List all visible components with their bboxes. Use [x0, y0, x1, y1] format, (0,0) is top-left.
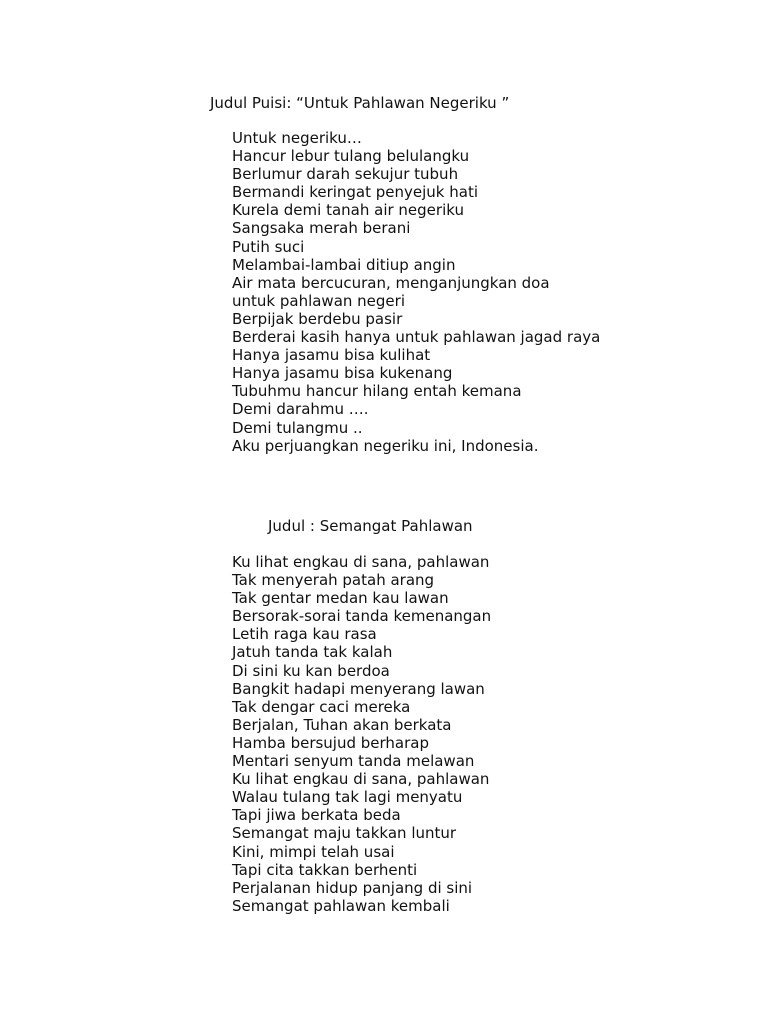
poem-title: Judul : Semangat Pahlawan — [268, 517, 473, 535]
poem-line: Tak gentar medan kau lawan — [232, 589, 449, 608]
poem-line: Tak dengar caci mereka — [232, 697, 411, 716]
poem-line: Untuk negeriku… — [232, 129, 362, 147]
poem-line: Tapi cita takkan berhenti — [232, 860, 418, 879]
poem-line: Perjalanan hidup panjang di sini — [232, 878, 473, 897]
poem-line: Hanya jasamu bisa kukenang — [232, 364, 453, 383]
poem-line: Hanya jasamu bisa kulihat — [232, 346, 431, 365]
poem-line: untuk pahlawan negeri — [232, 291, 405, 310]
poem-title: Judul Puisi: “Untuk Pahlawan Negeriku ” — [210, 94, 510, 112]
poem-line: Letih raga kau rasa — [232, 625, 377, 644]
poem-line: Semangat pahlawan kembali — [232, 896, 450, 915]
poem-line: Sangsaka merah berani — [232, 219, 411, 238]
poem-line: Melambai-lambai ditiup angin — [232, 255, 456, 274]
poem-line: Hamba bersujud berharap — [232, 733, 429, 752]
poem-line: Air mata bercucuran, menganjungkan doa — [232, 273, 550, 292]
poem-line: Jatuh tanda tak kalah — [232, 643, 393, 662]
poem-line: Walau tulang tak lagi menyatu — [232, 788, 463, 807]
poem-line: Kini, mimpi telah usai — [232, 842, 395, 861]
poem-line: Bermandi keringat penyejuk hati — [232, 183, 479, 202]
poem-line: Tak menyerah patah arang — [232, 571, 435, 590]
poem-line: Aku perjuangkan negeriku ini, Indonesia. — [232, 436, 539, 455]
poem-line: Mentari senyum tanda melawan — [232, 752, 475, 771]
poem-body — [232, 553, 491, 915]
poem-line: Berderai kasih hanya untuk pahlawan jagad raya — [232, 328, 601, 347]
poem-line: Semangat maju takkan luntur — [232, 824, 457, 843]
poem-line: Bersorak-sorai tanda kemenangan — [232, 607, 492, 626]
poem-line: Kurela demi tanah air negeriku — [232, 201, 464, 220]
poem-line: Demi darahmu …. — [232, 400, 369, 419]
poem-line: Ku lihat engkau di sana, pahlawan — [232, 770, 490, 789]
poem-line: Tapi jiwa berkata beda — [232, 806, 401, 825]
poem-line: Ku lihat engkau di sana, pahlawan — [232, 553, 490, 571]
poem-line: Berjalan, Tuhan akan berkata — [232, 715, 452, 734]
poem-line: Putih suci — [232, 237, 305, 256]
poem-line: Tubuhmu hancur hilang entah kemana — [232, 382, 522, 401]
poem-line: Bangkit hadapi menyerang lawan — [232, 679, 485, 698]
poem-line: Hancur lebur tulang belulangku — [232, 147, 470, 166]
poem-line: Demi tulangmu .. — [232, 418, 363, 437]
poem-line: Berpijak berdebu pasir — [232, 309, 403, 328]
poem-line: Di sini ku kan berdoa — [232, 661, 390, 680]
poem-line: Berlumur darah sekujur tubuh — [232, 165, 459, 184]
poem-body — [232, 129, 600, 455]
